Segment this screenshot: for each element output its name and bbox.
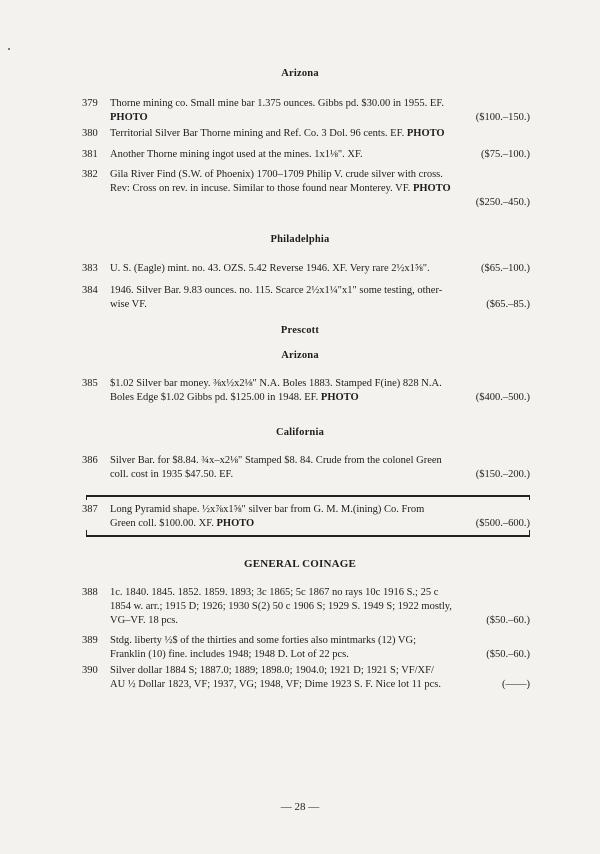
box-rule-top (86, 495, 530, 497)
lot-estimate: ($500.–600.) (475, 518, 530, 529)
lot-text: Thorne mining co. Small mine bar 1.375 ounces. Gibbs pd. $30.00 in 1955. EF. (110, 98, 444, 109)
lot-estimate: ($50.–60.) (486, 649, 530, 660)
lot-estimate: ($150.–200.) (475, 469, 530, 480)
photo-label: PHOTO (412, 183, 451, 194)
lot-estimate: (——) (502, 679, 530, 690)
lot-text: wise VF. (110, 299, 147, 310)
lot-number: 384 (82, 285, 98, 296)
heading-arizona-2: Arizona (281, 350, 319, 361)
photo-label: PHOTO (110, 112, 148, 123)
lot-number: 387 (82, 504, 98, 515)
box-corner (86, 495, 87, 500)
lot-text: U. S. (Eagle) mint. no. 43. OZS. 5.42 Reverse 1946. XF. Very rare 2½x1⅝". (110, 263, 430, 274)
lot-number: 390 (82, 665, 98, 676)
page-speck (8, 48, 10, 50)
lot-number: 386 (82, 455, 98, 466)
lot-number: 382 (82, 169, 98, 180)
photo-label: PHOTO (406, 128, 445, 139)
lot-number: 388 (82, 587, 98, 598)
lot-number: 385 (82, 378, 98, 389)
lot-text: 1854 w. arr.; 1915 D; 1926; 1930 S(2) 50 c 1906 S; 1929 S. 1949 S; 1922 mostly, (110, 601, 452, 612)
lot-text: 1946. Silver Bar. 9.83 ounces. no. 115. Scarce 2½x1¼"x1" some testing, other- (110, 285, 443, 296)
lot-text: Territorial Silver Bar Thorne mining and Ref. Co. 3 Dol. 96 cents. EF. PHOTO (110, 128, 445, 139)
lot-text: Green coll. $100.00. XF. PHOTO (110, 518, 255, 529)
heading-general-coinage: GENERAL COINAGE (243, 558, 357, 570)
lot-number: 389 (82, 635, 98, 646)
heading-california: California (275, 427, 325, 438)
photo-label: PHOTO (216, 518, 255, 529)
lot-text: Rev: Cross on rev. in incuse. Similar to those found near Monterey. VF. PHOTO (110, 183, 451, 194)
lot-text: Another Thorne mining ingot used at the mines. 1x1⅛". XF. (110, 149, 363, 160)
lot-text: Boles Edge $1.02 Gibbs pd. $125.00 in 1948. EF. PHOTO (110, 392, 359, 403)
lot-estimate: ($65.–85.) (486, 299, 530, 310)
lot-text: VG–VF. 18 pcs. (110, 615, 178, 626)
lot-text: Silver Bar. for $8.84. ¾x–x2⅛" Stamped $8. 84. Crude from the colonel Green (110, 455, 442, 466)
lot-estimate: ($250.–450.) (475, 197, 530, 208)
box-rule-bottom (86, 535, 530, 537)
lot-text: Stdg. liberty ½$ of the thirties and some forties also mintmarks (12) VG; (110, 635, 417, 646)
lot-estimate: ($50.–60.) (486, 615, 530, 626)
lot-text: Gila River Find (S.W. of Phoenix) 1700–1709 Philip V. crude silver with cross. (110, 169, 443, 180)
lot-number: 383 (82, 263, 98, 274)
lot-number: 380 (82, 128, 98, 139)
heading-arizona: Arizona (281, 68, 319, 79)
lot-text: $1.02 Silver bar money. ⅜x½x2⅛" N.A. Boles 1883. Stamped F(ine) 828 N.A. (110, 378, 442, 389)
lot-estimate: ($75.–100.) (481, 149, 530, 160)
box-corner (529, 495, 530, 500)
page-number: — 28 — (280, 801, 320, 813)
lot-text: Silver dollar 1884 S; 1887.0; 1889; 1898.0; 1904.0; 1921 D; 1921 S; VF/XF/ (110, 665, 434, 676)
lot-text: Long Pyramid shape. ½x⅞x1⅝" silver bar from G. M. M.(ining) Co. From (110, 504, 425, 515)
lot-text: AU ½ Dollar 1823, VF; 1937, VG; 1948, VF; Dime 1923 S. F. Nice lot 11 pcs. (110, 679, 441, 690)
lot-text: 1c. 1840. 1845. 1852. 1859. 1893; 3c 1865; 5c 1867 no rays 10c 1916 S.; 25 c (110, 587, 439, 598)
lot-estimate: ($400.–500.) (475, 392, 530, 403)
lot-text: Franklin (10) fine. includes 1948; 1948 D. Lot of 22 pcs. (110, 649, 349, 660)
lot-text: coll. cost in 1935 $47.50. EF. (110, 469, 234, 480)
lot-number: 379 (82, 98, 98, 109)
lot-estimate: ($100.–150.) (475, 112, 530, 123)
photo-label: PHOTO (320, 392, 359, 403)
lot-number: 381 (82, 149, 98, 160)
heading-prescott: Prescott (280, 325, 320, 336)
lot-estimate: ($65.–100.) (481, 263, 530, 274)
heading-philadelphia: Philadelphia (270, 234, 330, 245)
